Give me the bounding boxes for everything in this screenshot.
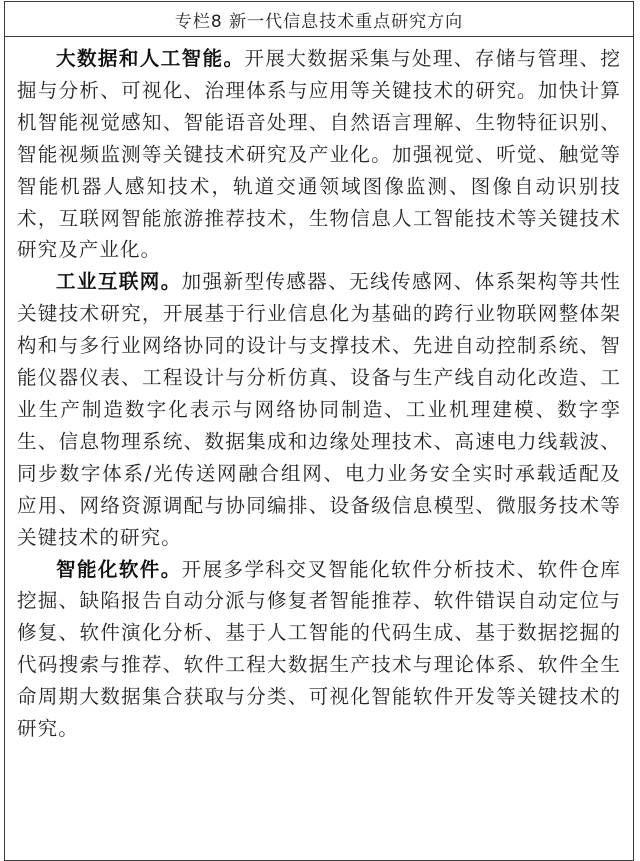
paragraph-text: 加强新型传感器、无线传感网、体系架构等共性关键技术研究，开展基于行业信息化为基础的跨行业物联网整体架构和与多行业网络协同的设计与支撑技术、先进自动控制系统、智能仪器仪表、工程设计与分析仿真、设备与生产线自动化改造、工业生产制造数字化表示与网络协同制造、工业机理建模、数字孪生、信息物理系统、数据集成和边缘处理技术、高速电力线载波、同步数字体系/光传送网融合组网、电力业务安全实时承载适配及应用、网络资源调配与协同编排、设备级信息模型、微服务技术等关键技术的研究。 xyxy=(17,270,621,549)
paragraph-lead: 工业互联网。 xyxy=(56,270,182,294)
paragraph-text: 开展多学科交叉智能化软件分析技术、软件仓库挖掘、缺陷报告自动分派与修复者智能推荐、软件错误自动定位与修复、软件演化分析、基于人工智能的代码生成、基于数据挖掘的代码搜索与推荐、软件工程大数据生产技术与理论体系、软件全生命周期大数据集合获取与分类、可视化智能软件开发等关键技术的研究。 xyxy=(17,557,621,741)
paragraph-intelligent-software xyxy=(17,554,621,745)
paragraph-big-data-ai xyxy=(17,43,621,266)
paragraph-industrial-internet xyxy=(17,266,621,553)
column-box xyxy=(4,1,634,861)
paragraph-lead: 大数据和人工智能。 xyxy=(56,47,245,70)
column-title: 专栏8 新一代信息技术重点研究方向 xyxy=(5,2,633,37)
paragraph-text: 开展大数据采集与处理、存储与管理、挖掘与分析、可视化、治理体系与应用等关键技术的研究。加快计算机智能视觉感知、智能语音处理、自然语言理解、生物特征识别、智能视频监测等关键技术研究及产业化。加强视觉、听觉、触觉等智能机器人感知技术，轨道交通领域图像监测、图像自动识别技术，互联网智能旅游推荐技术，生物信息人工智能技术等关键技术研究及产业化。 xyxy=(17,47,621,262)
column-body xyxy=(5,37,633,745)
paragraph-lead: 智能化软件。 xyxy=(56,557,182,581)
